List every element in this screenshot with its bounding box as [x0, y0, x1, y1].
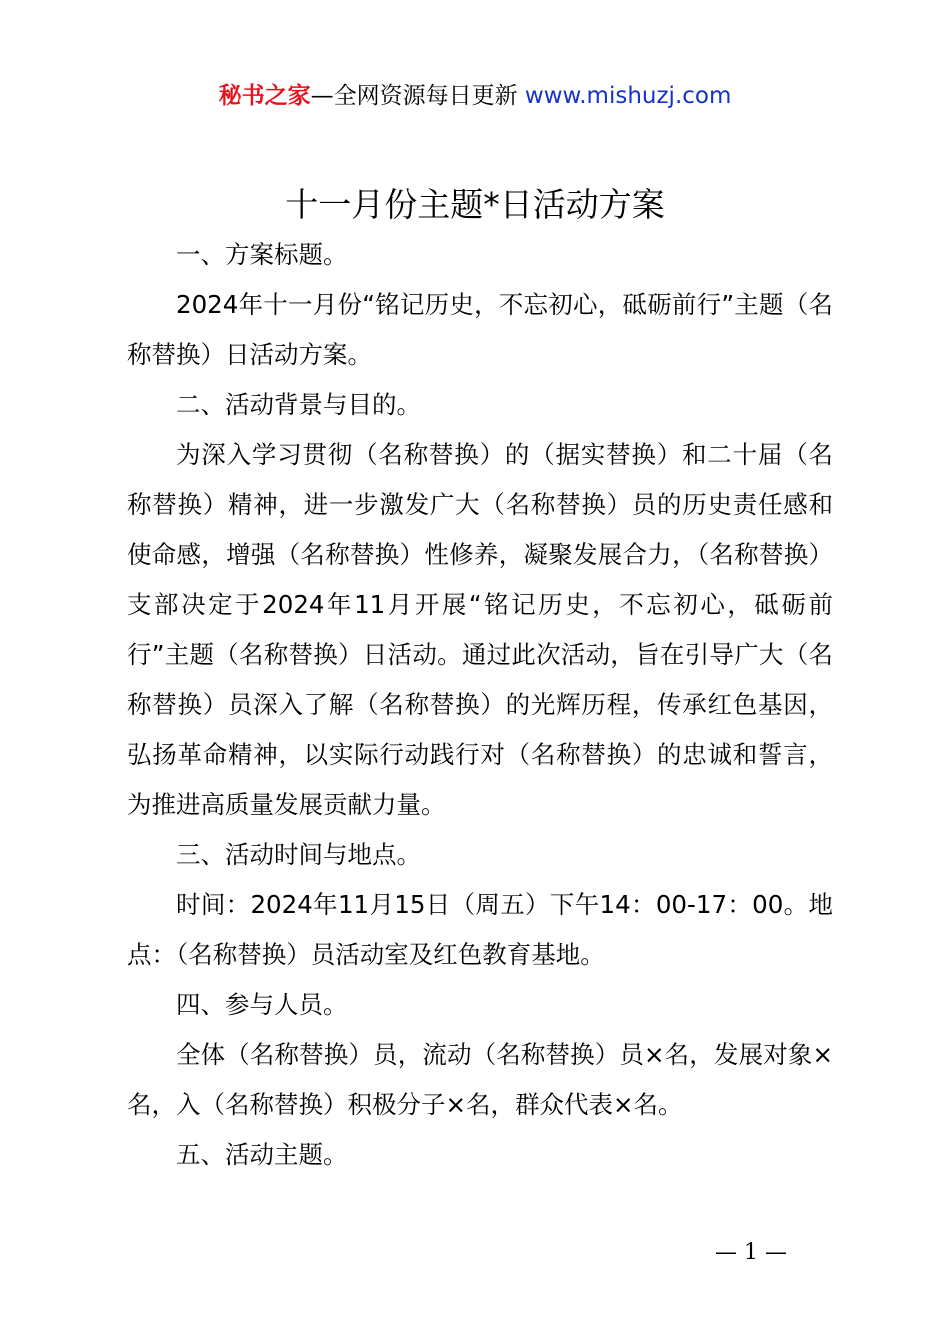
site-url-link[interactable]: www.mishuzj.com [524, 83, 732, 109]
document-body [127, 230, 833, 1180]
page-number: — 1 — [715, 1240, 787, 1265]
header-tagline: —全网资源每日更新 [310, 83, 518, 109]
paragraph-participants: 全体（名称替换）员，流动（名称替换）员×名，发展对象×名，入（名称替换）积极分子×名，群众代表×名。 [127, 1040, 833, 1119]
document-title: 十一月份主题*日活动方案 [285, 185, 665, 224]
paragraph-background: 为深入学习贯彻（名称替换）的（据实替换）和二十届（名称替换）精神，进一步激发广大（名称替换）员的历史责任感和使命感，增强（名称替换）性修养，凝聚发展合力，（名称替换）支部决定于2024年11月开展“铭记历史，不忘初心，砥砺前行”主题（名称替换）日活动。通过此次活动，旨在引导广大（名称替换）员深入了解（名称替换）的光辉历程，传承红色基因，弘扬革命精神，以实际行动践行对（名称替换）的忠诚和誓言，为推进高质量发展贡献力量。 [127, 440, 833, 819]
section-heading-1: 一、方案标题。 [176, 240, 348, 269]
header-banner [0, 80, 950, 112]
section-heading-3: 三、活动时间与地点。 [176, 840, 421, 869]
section-heading-4: 四、参与人员。 [176, 990, 348, 1019]
brand-name: 秘书之家 [218, 83, 311, 109]
paragraph-time-location: 时间：2024年11月15日（周五）下午14：00-17：00。地点：（名称替换）员活动室及红色教育基地。 [127, 890, 833, 969]
section-heading-5: 五、活动主题。 [176, 1140, 348, 1169]
section-heading-2: 二、活动背景与目的。 [176, 390, 421, 419]
paragraph-plan-title: 2024年十一月份“铭记历史，不忘初心，砥砺前行”主题（名称替换）日活动方案。 [127, 290, 833, 369]
